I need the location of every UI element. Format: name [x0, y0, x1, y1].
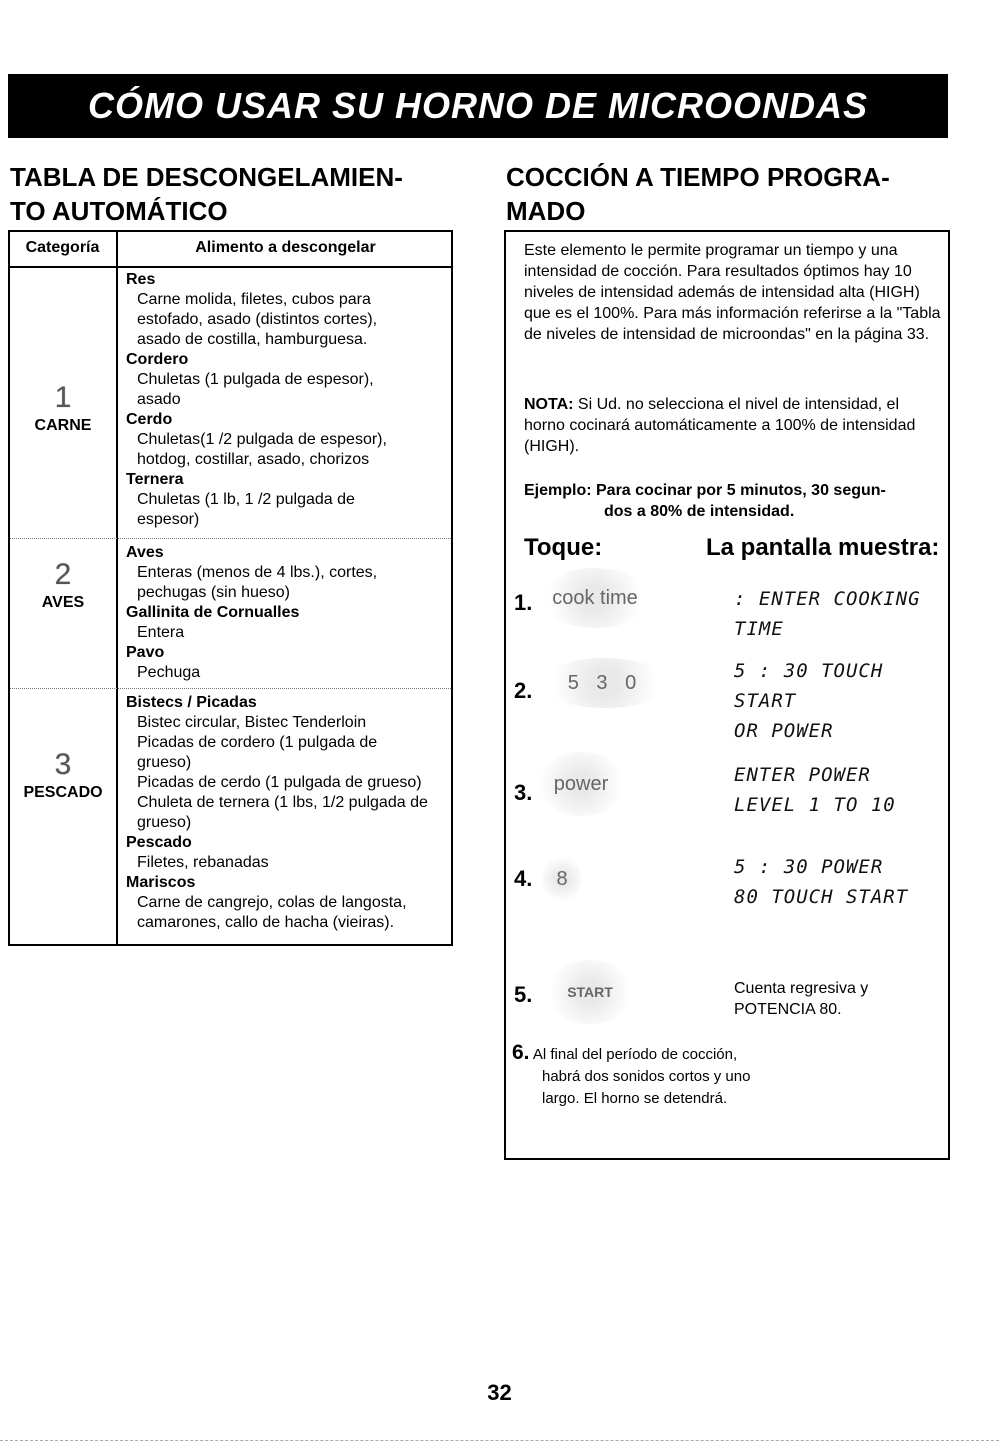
display-line: OR POWER — [734, 720, 834, 742]
defrost-table-title — [10, 160, 450, 228]
food-group: Cordero — [126, 351, 189, 368]
example-line2: dos a 80% de intensidad. — [604, 503, 795, 520]
step-six-line2: habrá dos sonidos cortos y uno — [542, 1068, 751, 1085]
food-item: estofado, asado (distintos cortes), — [137, 311, 378, 328]
display-line: : ENTER COOKING TIME — [734, 588, 921, 640]
timed-title-line2: MADO — [506, 196, 586, 226]
food-item: Enteras (menos de 4 lbs.), cortes, — [137, 564, 378, 581]
number-keys-icon: 5 3 0 — [540, 658, 670, 708]
example-line1: Ejemplo: Para cocinar por 5 minutos, 30 segun- — [524, 482, 886, 499]
food-item: grueso) — [137, 814, 192, 831]
food-item: camarones, callo de hacha (vieiras). — [137, 914, 395, 931]
display-readout — [734, 584, 944, 644]
food-item: pechugas (sin hueso) — [137, 584, 290, 601]
food-item: Filetes, rebanadas — [137, 854, 269, 871]
footer-divider — [0, 1440, 999, 1441]
category-number: 2 — [54, 558, 72, 591]
food-group: Pavo — [126, 644, 165, 661]
food-item: asado — [137, 391, 181, 408]
header-food: Alimento a descongelar — [195, 239, 376, 256]
page-number: 32 — [487, 1380, 512, 1405]
food-group: Res — [126, 271, 156, 288]
step-number: 3. — [514, 780, 533, 805]
category-cell — [10, 557, 116, 613]
timed-cooking-title — [506, 160, 946, 228]
food-item: Carne molida, filetes, cubos para — [137, 291, 371, 308]
power-key-icon: power — [536, 752, 626, 816]
display-readout — [734, 852, 944, 912]
food-item: Bistec circular, Bistec Tenderloin — [137, 714, 367, 731]
food-item: espesor) — [137, 511, 200, 528]
table-row — [10, 688, 451, 945]
display-readout — [734, 978, 944, 1020]
step-six-line1: Al final del período de cocción, — [532, 1046, 738, 1063]
step-number: 1. — [514, 590, 533, 615]
step-six-line3: largo. El horno se detendrá. — [542, 1090, 728, 1107]
food-group: Aves — [126, 544, 164, 561]
step-number: 6. — [512, 1041, 530, 1064]
display-column-header: La pantalla muestra: — [706, 534, 940, 561]
food-item: Picadas de cordero (1 pulgada de — [137, 734, 378, 751]
category-name: PESCADO — [23, 784, 103, 801]
start-key-icon: START — [546, 960, 634, 1024]
category-name: CARNE — [34, 417, 92, 434]
display-line: 80 TOUCH START — [734, 886, 909, 908]
food-item: Carne de cangrejo, colas de langosta, — [137, 894, 407, 911]
category-cell — [10, 747, 116, 803]
food-list — [126, 543, 451, 683]
note-text: Si Ud. no selecciona el nivel de intensidad, el horno cocinará automáticamente a 100% de intensidad (HIGH). — [524, 396, 916, 455]
table-row — [10, 538, 451, 689]
example-text — [524, 480, 942, 522]
food-item: Pechuga — [137, 664, 201, 681]
display-readout — [734, 760, 944, 820]
table-row — [10, 268, 451, 568]
food-item: Picadas de cerdo (1 pulgada de grueso) — [137, 774, 422, 791]
food-item: grueso) — [137, 754, 192, 771]
step-number: 4. — [514, 866, 533, 891]
food-group: Pescado — [126, 834, 192, 851]
display-line: POTENCIA 80. — [734, 1001, 842, 1018]
step-number: 5. — [514, 982, 533, 1007]
display-line: 5 : 30 POWER — [734, 856, 884, 878]
header-category: Categoría — [25, 239, 100, 256]
category-number: 3 — [54, 748, 72, 781]
food-group: Ternera — [126, 471, 184, 488]
step-number: 2. — [514, 678, 533, 703]
food-group: Bistecs / Picadas — [126, 694, 257, 711]
display-line: Cuenta regresiva y — [734, 980, 869, 997]
food-item: hotdog, costillar, asado, chorizos — [137, 451, 370, 468]
food-item: Chuletas (1 lb, 1 /2 pulgada de — [137, 491, 355, 508]
category-name: AVES — [41, 594, 85, 611]
category-cell — [10, 380, 116, 436]
note-paragraph — [524, 394, 942, 457]
intro-paragraph: Este elemento le permite programar un tiempo y una intensidad de cocción. Para resultados óptimos hay 10 niveles de intensidad además de intensidad alta (HIGH) que es el 100%. Para más información referirse a la "Tabla de niveles de intensidad de microondas" en la página 33. — [524, 242, 941, 343]
eight-key-icon: 8 — [542, 856, 582, 902]
food-group: Cerdo — [126, 411, 173, 428]
cook-time-key-icon: cook time — [540, 568, 650, 628]
food-group: Mariscos — [126, 874, 196, 891]
touch-column-header: Toque: — [524, 534, 603, 561]
food-item: Entera — [137, 624, 185, 641]
food-list — [126, 693, 451, 933]
defrost-title-line1: TABLA DE DESCONGELAMIEN- — [10, 162, 403, 192]
display-readout — [734, 656, 944, 746]
defrost-title-line2: TO AUTOMÁTICO — [10, 196, 228, 226]
food-item: Chuletas(1 /2 pulgada de espesor), — [137, 431, 387, 448]
note-label: NOTA: — [524, 396, 574, 413]
table-header — [10, 232, 451, 268]
timed-title-line1: COCCIÓN A TIEMPO PROGRA- — [506, 162, 890, 192]
food-item: Chuleta de ternera (1 lbs, 1/2 pulgada de — [137, 794, 428, 811]
category-number: 1 — [54, 381, 72, 414]
display-line: LEVEL 1 TO 10 — [734, 794, 896, 816]
food-list — [126, 270, 451, 530]
display-line: 5 : 30 TOUCH START — [734, 660, 884, 712]
step-six — [512, 1042, 932, 1110]
food-group: Gallinita de Cornualles — [126, 604, 300, 621]
timed-cooking-box — [504, 230, 950, 1160]
defrost-table — [8, 230, 453, 946]
food-item: Chuletas (1 pulgada de espesor), — [137, 371, 374, 388]
page-banner: CÓMO USAR SU HORNO DE MICROONDAS — [8, 74, 948, 138]
food-item: asado de costilla, hamburguesa. — [137, 331, 368, 348]
display-line: ENTER POWER — [734, 764, 871, 786]
